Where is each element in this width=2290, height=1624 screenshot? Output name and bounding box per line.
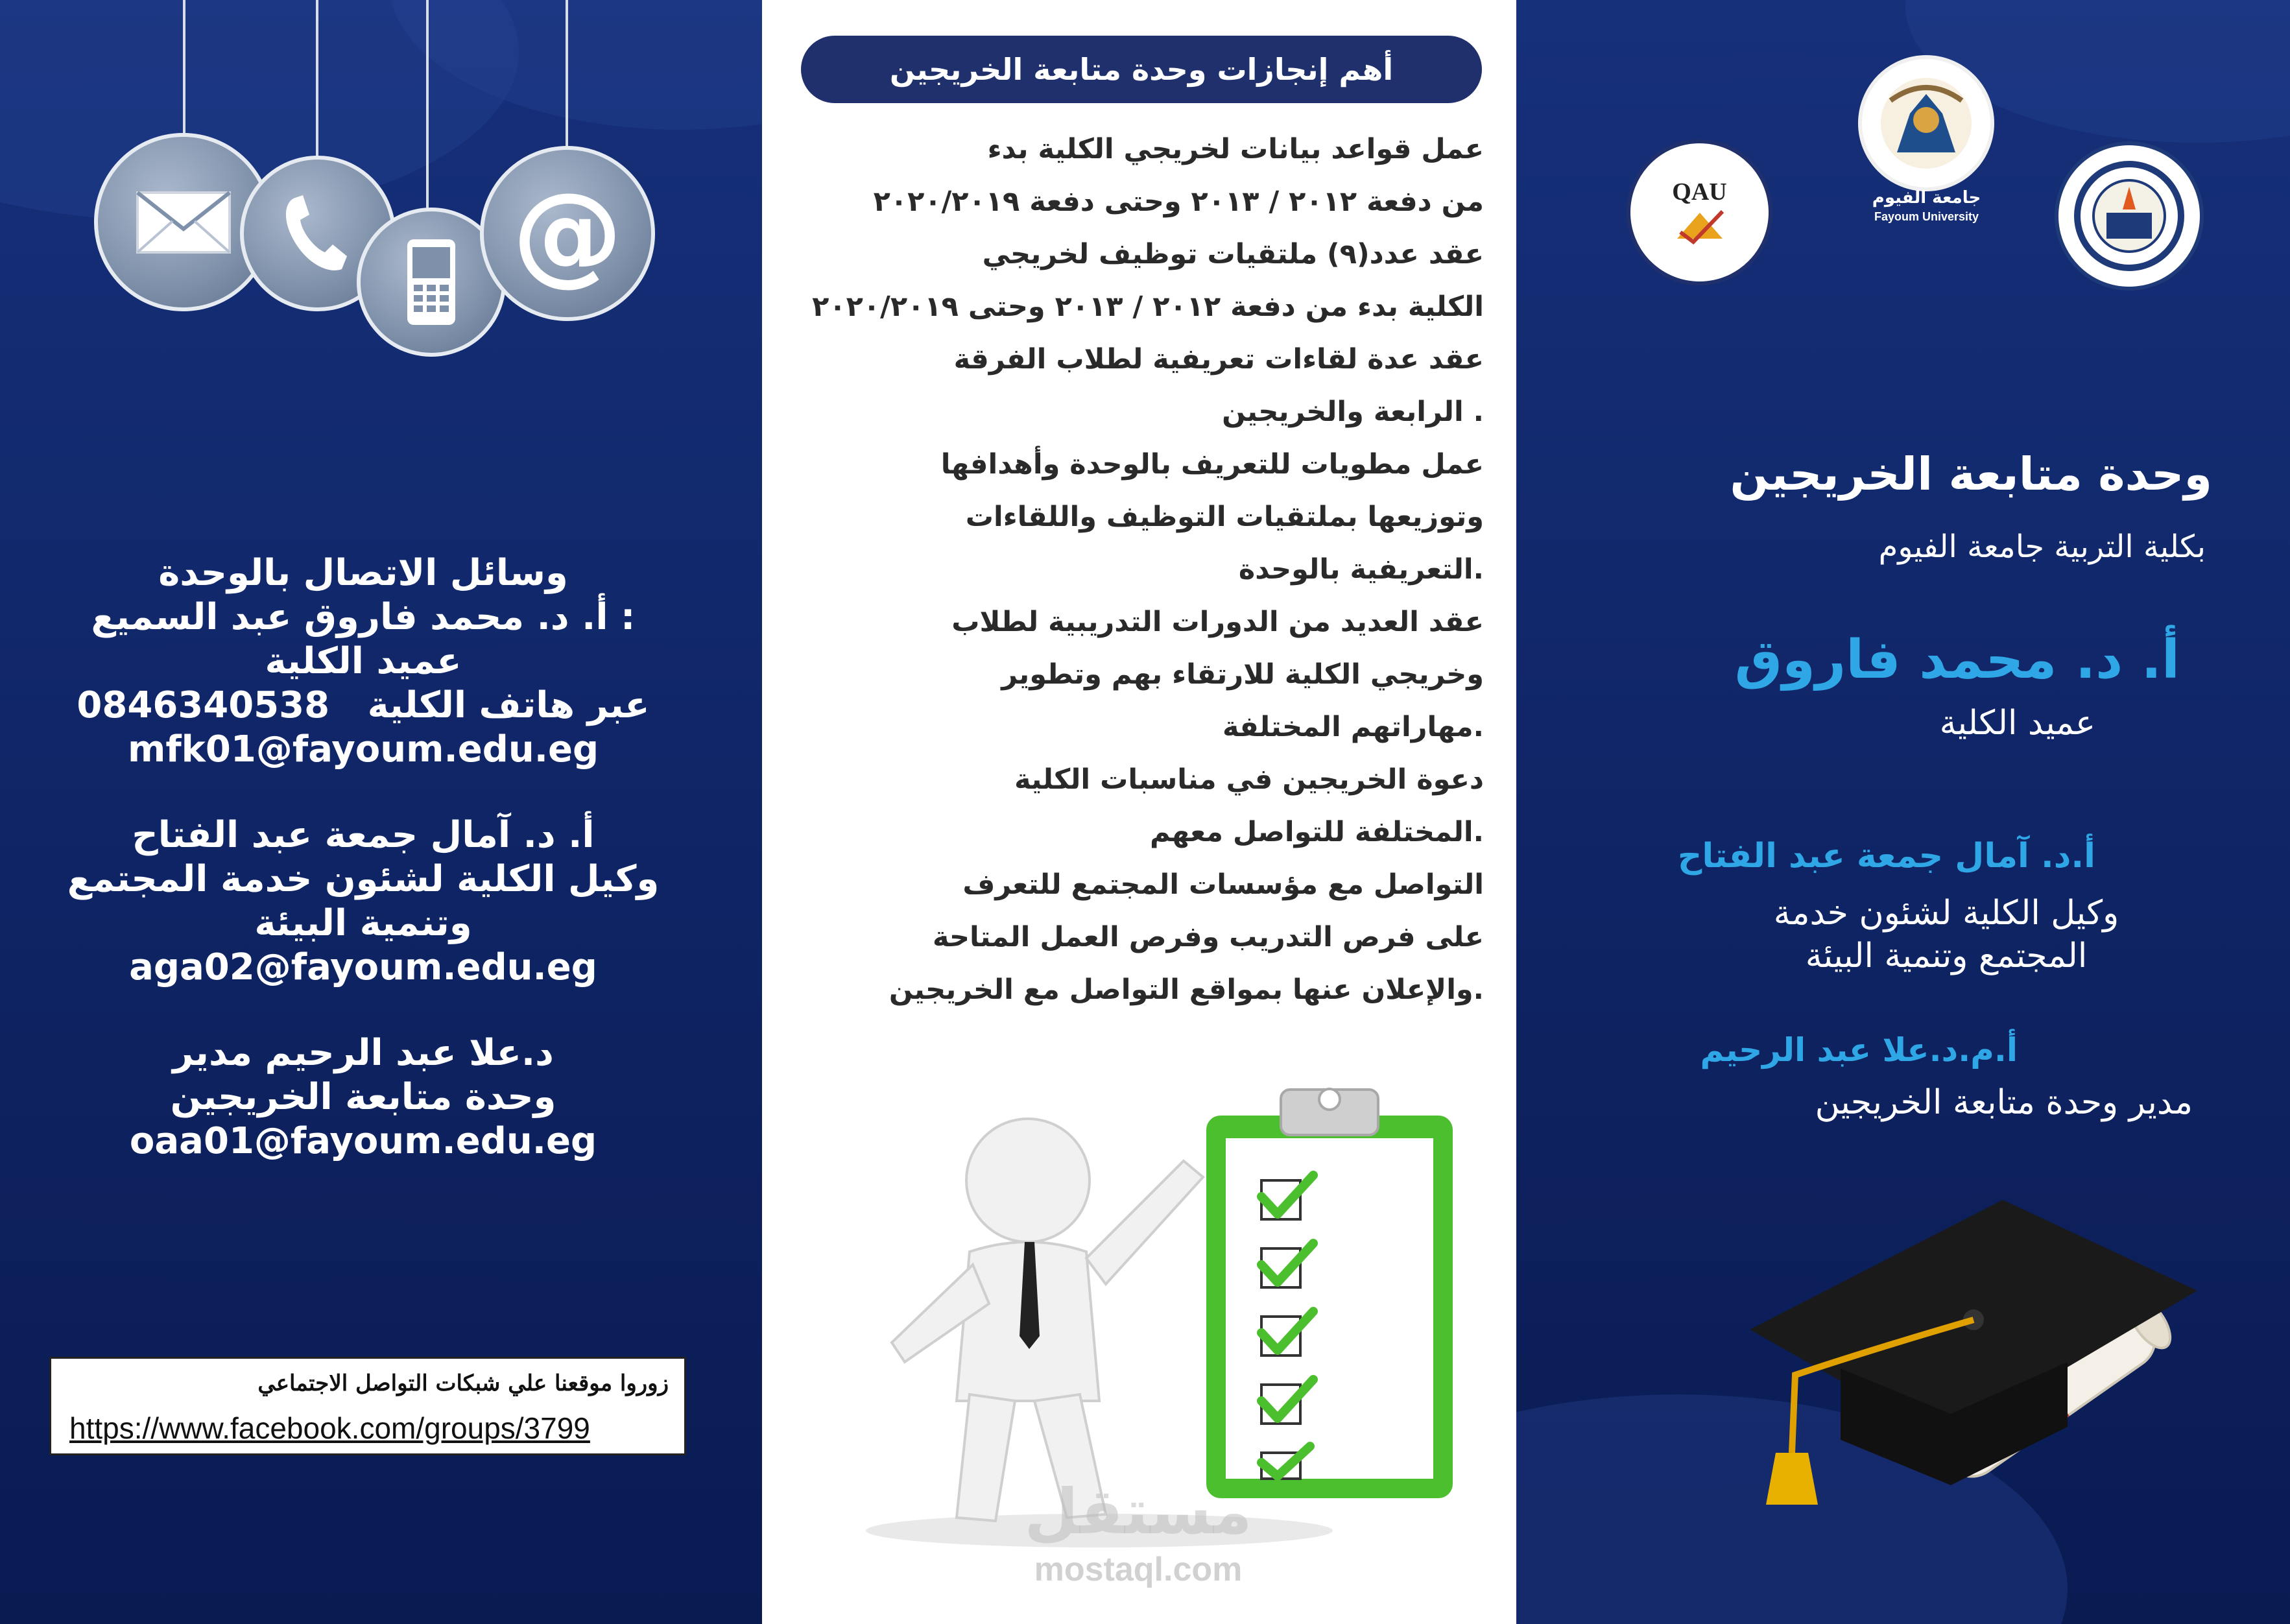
social-box: [49, 1357, 686, 1455]
fayoum-university-name-en: Fayoum University: [1874, 210, 1979, 223]
graduation-cap-icon: [1678, 1180, 2262, 1544]
vice-dean-name: أ.د. آمال جمعة عبد الفتاح: [1677, 837, 2095, 876]
achievement-line: .مهاراتهم المختلفة: [1222, 711, 1484, 743]
unit-subtitle: بكلية التربية جامعة الفيوم: [1878, 529, 2206, 565]
achievement-line: عمل قواعد بيانات لخريجي الكلية بدء: [987, 133, 1484, 165]
cover-panel: [1516, 0, 2290, 1624]
achievements-panel: [762, 0, 1516, 1624]
contact-panel: [0, 0, 762, 1624]
icon-string: [316, 0, 318, 175]
achievement-line: .التعريفية بالوحدة: [1238, 553, 1484, 586]
contact-director-title: وحدة متابعة الخريجين: [170, 1076, 556, 1118]
watermark-arabic: مستقل: [1024, 1475, 1252, 1548]
dean-role: عميد الكلية: [1939, 704, 2095, 743]
contact-phone-label: عبر هاتف الكلية: [367, 684, 650, 726]
facebook-link[interactable]: https://www.facebook.com/groups/3799: [69, 1411, 590, 1445]
director-name: أ.م.د.علا عبد الرحيم: [1700, 1031, 2018, 1069]
contact-director-email[interactable]: oaa01@fayoum.edu.eg: [129, 1120, 597, 1162]
achievement-line: التواصل مع مؤسسات المجتمع للتعرف: [962, 868, 1484, 901]
qau-logo-text: QAU: [1672, 178, 1727, 206]
contact-director-name: د.علا عبد الرحيم مدير: [173, 1032, 554, 1074]
faculty-of-education-logo: [2055, 141, 2204, 291]
achievements-title: أهم إنجازات وحدة متابعة الخريجين: [801, 36, 1482, 103]
vice-dean-role-line-2: المجتمع وتنمية البيئة: [1805, 937, 2088, 975]
vice-dean-role: [1719, 892, 2173, 977]
contact-vice-name: أ. د. آمال جمعة عبد الفتاح: [132, 814, 595, 856]
achievement-line: من دفعة ٢٠١٢ / ٢٠١٣ وحتى دفعة ٢٠٢٠/٢٠١٩: [873, 185, 1484, 218]
unit-title: وحدة متابعة الخريجين: [1730, 448, 2212, 501]
fayoum-university-logo: [1858, 55, 1994, 191]
achievement-line: على فرص التدريب وفرص العمل المتاحة: [932, 921, 1484, 953]
achievement-line: دعوة الخريجين في مناسبات الكلية: [1014, 763, 1484, 796]
contact-info: [39, 551, 687, 1164]
watermark-latin: mostaql.com: [1034, 1551, 1243, 1588]
icon-string: [183, 0, 185, 136]
achievement-line: . الرابعة والخريجين: [1222, 396, 1484, 428]
contact-vice-email[interactable]: aga02@fayoum.edu.eg: [129, 946, 597, 988]
icon-string: [566, 0, 568, 149]
contact-phone-number: 0846340538: [77, 684, 330, 726]
director-role: مدير وحدة متابعة الخريجين: [1815, 1083, 2193, 1122]
achievement-line: وتوزيعها بملتقيات التوظيف واللقاءات: [965, 501, 1484, 533]
qau-logo: [1627, 139, 1772, 285]
contact-dean-title: عميد الكلية: [265, 640, 462, 682]
achievement-line: عقد عدد(٩) ملتقيات توظيف لخريجي: [982, 238, 1484, 270]
achievement-line: الكلية بدء من دفعة ٢٠١٢ / ٢٠١٣ وحتى ٢٠٢٠/٢٠١٩: [812, 291, 1484, 323]
icon-string: [426, 0, 429, 214]
contact-vice-title: وكيل الكلية لشئون خدمة المجتمع: [67, 858, 660, 900]
achievement-line: عمل مطويات للتعريف بالوحدة وأهدافها: [940, 448, 1484, 481]
dean-name: أ. د. محمد فاروق: [1734, 629, 2180, 691]
contact-phone-line: [39, 684, 687, 728]
fayoum-university-name-ar: جامعة الفيوم: [1872, 188, 1981, 208]
contact-heading: وسائل الاتصال بالوحدة: [158, 552, 568, 594]
achievement-line: .المختلفة للتواصل معهم: [1150, 816, 1484, 848]
achievement-line: عقد عدة لقاءات تعريفية لطلاب الفرقة: [953, 343, 1484, 376]
at-sign-icon: @: [480, 146, 655, 321]
contact-vice-title-2: وتنمية البيئة: [254, 902, 472, 944]
achievement-line: وخريجي الكلية للارتقاء بهم وتطوير: [1001, 658, 1484, 691]
contact-dean-email[interactable]: mfk01@fayoum.edu.eg: [127, 728, 599, 770]
vice-dean-role-line-1: وكيل الكلية لشئون خدمة: [1773, 894, 2119, 933]
achievement-line: عقد العديد من الدورات التدريبية لطلاب: [951, 606, 1484, 638]
social-heading: زوروا موقعنا علي شبكات التواصل الاجتماعي: [257, 1370, 669, 1396]
achievements-list: [812, 123, 1484, 1016]
achievement-line: .والإعلان عنها بمواقع التواصل مع الخريجين: [889, 973, 1484, 1006]
contact-dean-name: : أ. د. محمد فاروق عبد السميع: [91, 596, 636, 638]
